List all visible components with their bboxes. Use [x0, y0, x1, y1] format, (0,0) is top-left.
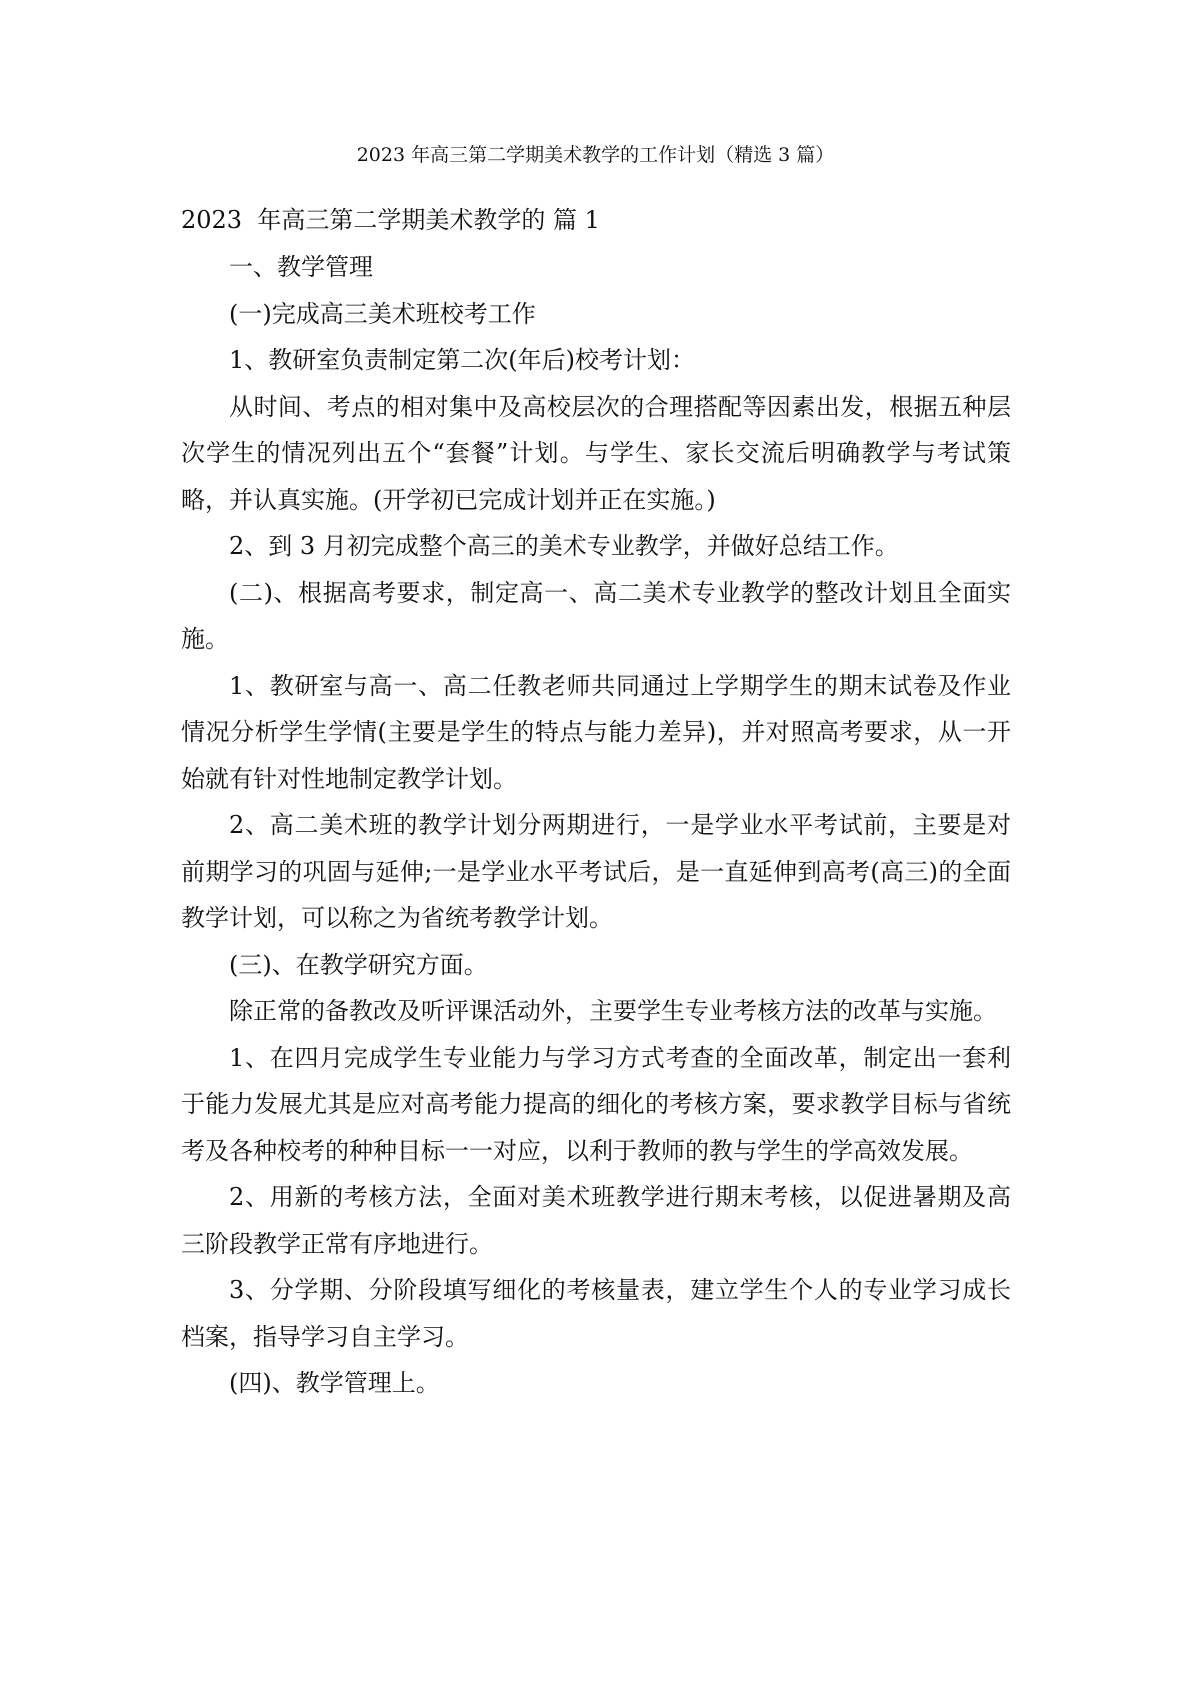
paragraph-subheading-1: (一)完成高三美术班校考工作: [229, 299, 536, 328]
paragraph-item: 2、高二美术班的教学计划分两期进行，一是学业水平考试前，主要是对前期学习的巩固与延伸;一是学业水平考试后，是一直延伸到高考(高三)的全面教学计划，可以称之为省统考教学计划。: [181, 811, 1011, 932]
paragraph-item: 3、分学期、分阶段填写细化的考核量表，建立学生个人的专业学习成长档案，指导学习自主学习。: [181, 1276, 1011, 1351]
paragraph-text: 从时间、考点的相对集中及高校层次的合理搭配等因素出发，根据五种层次学生的情况列出五个“套餐”计划。与学生、家长交流后明确教学与考试策略，并认真实施。(开学初已完成计划并正在实施。): [181, 392, 1011, 514]
document-body: [181, 244, 1011, 1407]
paragraph-item: 1、在四月完成学生专业能力与学习方式考查的全面改革，制定出一套利于能力发展尤其是应对高考能力提高的细化的考核方案，要求教学目标与省统考及各种校考的种种目标一一对应，以利于教师的教与学生的学高效发展。: [181, 1043, 1011, 1165]
paragraph-subheading-4: (四)、教学管理上。: [229, 1369, 440, 1397]
paragraph-item: 2、到 3 月初完成整个高三的美术专业教学，并做好总结工作。: [229, 532, 899, 560]
paragraph-item: 1、教研室负责制定第二次(年后)校考计划：: [229, 346, 695, 374]
paragraph-subheading-2: (二)、根据高考要求，制定高一、高二美术专业教学的整改计划且全面实施。: [181, 578, 1011, 653]
paragraph-heading-teaching-management: 一、教学管理: [229, 253, 373, 281]
paragraph-item: 1、教研室与高一、高二任教老师共同通过上学期学生的期末试卷及作业情况分析学生学情(主要是学生的特点与能力差异)，并对照高考要求，从一开始就有针对性地制定教学计划。: [181, 671, 1011, 793]
document-title: 2023 年高三第二学期美术教学的工作计划（精选 3 篇）: [356, 144, 835, 166]
section-heading: 2023 年高三第二学期美术教学的 篇 1: [181, 206, 600, 234]
paragraph-subheading-3: (三)、在教学研究方面。: [229, 950, 488, 979]
paragraph-text: 除正常的备教改及听评课活动外，主要学生专业考核方法的改革与实施。: [229, 997, 997, 1025]
paragraph-item: 2、用新的考核方法，全面对美术班教学进行期末考核，以促进暑期及高三阶段教学正常有序地进行。: [181, 1183, 1011, 1258]
